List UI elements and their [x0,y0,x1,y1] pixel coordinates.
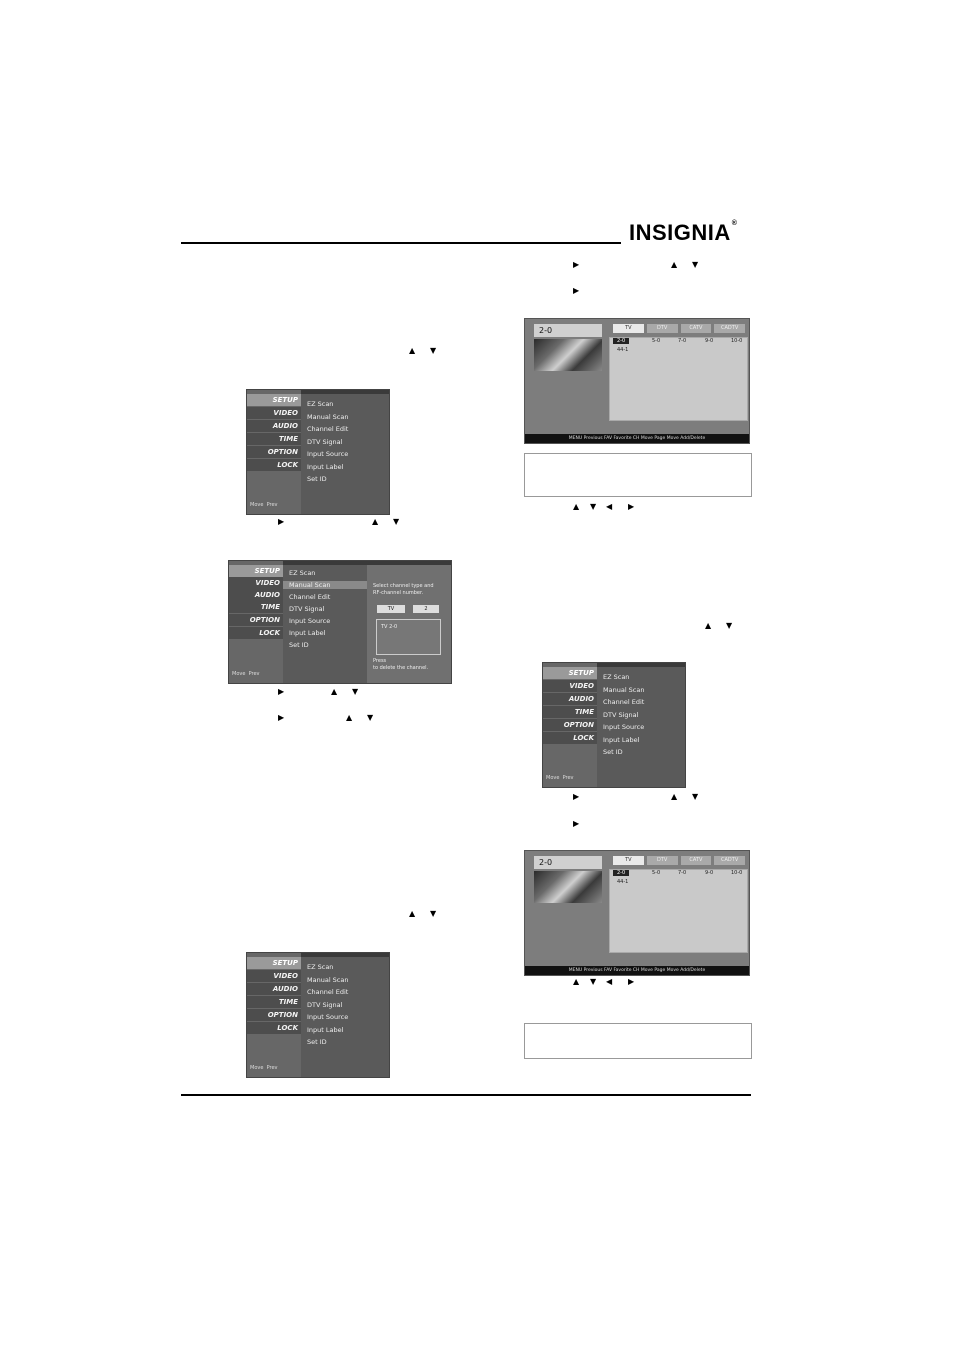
right-arrow-icon: ▶ [278,687,285,696]
right-arrow-icon: ▶ [628,977,635,986]
tab-time[interactable]: TIME [247,996,301,1008]
header-rule [181,242,621,244]
channel-edit-footer: MENU Previous FAV Favorite CH Move Page Move Add/Delete [525,434,749,443]
menu-item-set-id[interactable]: Set ID [603,748,623,756]
menu-item-channel-edit[interactable]: Channel Edit [307,425,349,433]
up-arrow-icon: ▲ [573,977,580,986]
up-arrow-icon: ▲ [409,909,416,918]
down-arrow-icon: ▼ [590,977,597,986]
tv-preview [534,339,602,371]
menu-item-ez-scan[interactable]: EZ Scan [289,569,316,577]
tab-video[interactable]: VIDEO [543,680,597,692]
instruction-line-2: RF-channel number. [373,590,424,596]
menu-item-dtv-signal[interactable]: DTV Signal [603,711,639,719]
rf-channel-input[interactable]: 2 [413,605,439,613]
down-arrow-icon: ▼ [692,260,699,269]
menu-item-input-source[interactable]: Input Source [603,723,645,731]
menu-item-input-source[interactable]: Input Source [289,617,331,625]
tab-cadtv[interactable]: CADTV [714,856,745,865]
channel-type-select[interactable]: TV [377,605,405,613]
menu-item-manual-scan[interactable]: Manual Scan [603,686,645,694]
channel-chip[interactable]: 7-0 [678,870,687,876]
right-arrow-icon: ▶ [278,713,285,722]
channel-type-tabs [613,324,745,333]
tab-setup[interactable]: SETUP [247,957,301,969]
tab-tv[interactable]: TV [613,856,644,865]
setup-menu-manual-scan: SETUP VIDEO AUDIO TIME OPTION LOCK Move Prev EZ Scan Manual Scan Channel Edit DTV Signal Input Source Input Label Set ID Select channel type and RF-channel number. TV 2 TV 2-0 Press to delete the channel. [228,560,452,684]
move-label: Move [250,502,264,508]
prev-label: Prev [266,502,278,508]
footer-rule [181,1094,751,1096]
left-arrow-icon: ◀ [606,502,613,511]
tab-option[interactable]: OPTION [229,614,283,626]
setup-menu-4: SETUP VIDEO AUDIO TIME OPTION LOCK Move Prev EZ Scan Manual Scan Channel Edit DTV Signal Input Source Input Label Set ID [542,662,686,788]
tab-audio[interactable]: AUDIO [247,983,301,995]
current-channel: 2-0 [534,324,602,337]
tab-catv[interactable]: CATV [681,324,712,333]
delete-hint: to delete the channel. [373,665,429,671]
channel-chip[interactable]: 9-0 [705,870,714,876]
channel-edit-screen-2 [524,850,750,976]
tab-video[interactable]: VIDEO [247,970,301,982]
tab-option[interactable]: OPTION [247,1009,301,1021]
tab-audio[interactable]: AUDIO [229,589,283,601]
menu-item-set-id[interactable]: Set ID [307,1038,327,1046]
down-arrow-icon: ▼ [692,792,699,801]
tab-dtv[interactable]: DTV [647,324,678,333]
tab-time[interactable]: TIME [247,433,301,445]
tab-time[interactable]: TIME [229,601,283,613]
channel-edit-screen-1 [524,318,750,444]
menu-item-ez-scan[interactable]: EZ Scan [307,963,334,971]
tab-lock[interactable]: LOCK [247,459,301,471]
down-arrow-icon: ▼ [590,502,597,511]
right-arrow-icon: ▶ [573,792,580,801]
channel-list-box [376,619,441,655]
tab-setup[interactable]: SETUP [229,565,283,577]
tab-audio[interactable]: AUDIO [543,693,597,705]
menu-item-channel-edit[interactable]: Channel Edit [307,988,349,996]
menu-item-input-source[interactable]: Input Source [307,450,349,458]
tab-audio[interactable]: AUDIO [247,420,301,432]
up-arrow-icon: ▲ [705,621,712,630]
menu-item-input-label[interactable]: Input Label [603,736,640,744]
channel-chip[interactable]: 2-0 [613,870,629,876]
up-arrow-icon: ▲ [331,687,338,696]
channel-edit-footer: MENU Previous FAV Favorite CH Move Page Move Add/Delete [525,966,749,975]
channel-chip[interactable]: 5-0 [652,870,661,876]
up-arrow-icon: ▲ [573,502,580,511]
left-arrow-icon: ◀ [606,977,613,986]
tab-lock[interactable]: LOCK [229,627,283,639]
right-arrow-icon: ▶ [573,286,580,295]
channel-chip[interactable]: 10-0 [731,870,743,876]
menu-item-input-source[interactable]: Input Source [307,1013,349,1021]
down-arrow-icon: ▼ [367,713,374,722]
menu-item-manual-scan[interactable]: Manual Scan [307,976,349,984]
channel-chip[interactable]: 5-0 [652,338,661,344]
channel-list-entry[interactable]: TV 2-0 [381,624,398,630]
instruction-line-1: Select channel type and [373,583,434,589]
menu-item-channel-edit[interactable]: Channel Edit [289,593,331,601]
menu-item-set-id[interactable]: Set ID [307,475,327,483]
up-arrow-icon: ▲ [346,713,353,722]
right-arrow-icon: ▶ [573,819,580,828]
insignia-logo: INSIGNIA® [629,220,738,245]
down-arrow-icon: ▼ [393,517,400,526]
current-channel: 2-0 [534,856,602,869]
menu-items [301,394,389,514]
menu-item-ez-scan[interactable]: EZ Scan [307,400,334,408]
tab-setup[interactable]: SETUP [247,394,301,406]
down-arrow-icon: ▼ [430,346,437,355]
menu-item-input-label[interactable]: Input Label [289,629,326,637]
tab-video[interactable]: VIDEO [247,407,301,419]
menu-item-dtv-signal[interactable]: DTV Signal [289,605,325,613]
up-arrow-icon: ▲ [671,792,678,801]
channel-chip[interactable]: 44-1 [617,347,629,353]
menu-item-dtv-signal[interactable]: DTV Signal [307,438,343,446]
up-arrow-icon: ▲ [409,346,416,355]
setup-menu-3: SETUP VIDEO AUDIO TIME OPTION LOCK Move Prev EZ Scan Manual Scan Channel Edit DTV Signal Input Source Input Label Set ID [246,952,390,1078]
tab-time[interactable]: TIME [543,706,597,718]
note-box [524,1023,752,1059]
tab-dtv[interactable]: DTV [647,856,678,865]
channel-chip[interactable]: 7-0 [678,338,687,344]
channel-chip[interactable]: 44-1 [617,879,629,885]
menu-item-manual-scan[interactable]: Manual Scan [283,581,367,589]
menu-item-manual-scan[interactable]: Manual Scan [307,413,349,421]
down-arrow-icon: ▼ [352,687,359,696]
menu-item-set-id[interactable]: Set ID [289,641,309,649]
channel-grid [609,869,748,953]
tab-video[interactable]: VIDEO [229,577,283,589]
down-arrow-icon: ▼ [430,909,437,918]
down-arrow-icon: ▼ [726,621,733,630]
menu-footer [250,502,278,508]
tab-setup[interactable]: SETUP [543,667,597,679]
right-arrow-icon: ▶ [573,260,580,269]
tab-cadtv[interactable]: CADTV [714,324,745,333]
setup-menu-1 [246,389,390,515]
tab-tv[interactable]: TV [613,324,644,333]
right-arrow-icon: ▶ [278,517,285,526]
up-arrow-icon: ▲ [671,260,678,269]
tab-option[interactable]: OPTION [543,719,597,731]
right-arrow-icon: ▶ [628,502,635,511]
press-text: Press [373,658,387,664]
tab-lock[interactable]: LOCK [247,1022,301,1034]
tab-lock[interactable]: LOCK [543,732,597,744]
channel-chip[interactable]: 2-0 [613,338,629,344]
tab-catv[interactable]: CATV [681,856,712,865]
channel-chip[interactable]: 10-0 [731,338,743,344]
channel-chip[interactable]: 9-0 [705,338,714,344]
tab-option[interactable]: OPTION [247,446,301,458]
channel-grid [609,337,748,421]
manual-scan-panel [367,565,451,683]
menu-item-dtv-signal[interactable]: DTV Signal [307,1001,343,1009]
up-arrow-icon: ▲ [372,517,379,526]
menu-item-ez-scan[interactable]: EZ Scan [603,673,630,681]
tv-preview [534,871,602,903]
channel-type-tabs [613,856,745,865]
menu-item-input-label[interactable]: Input Label [307,1026,344,1034]
note-box [524,453,752,497]
menu-item-channel-edit[interactable]: Channel Edit [603,698,645,706]
menu-item-input-label[interactable]: Input Label [307,463,344,471]
